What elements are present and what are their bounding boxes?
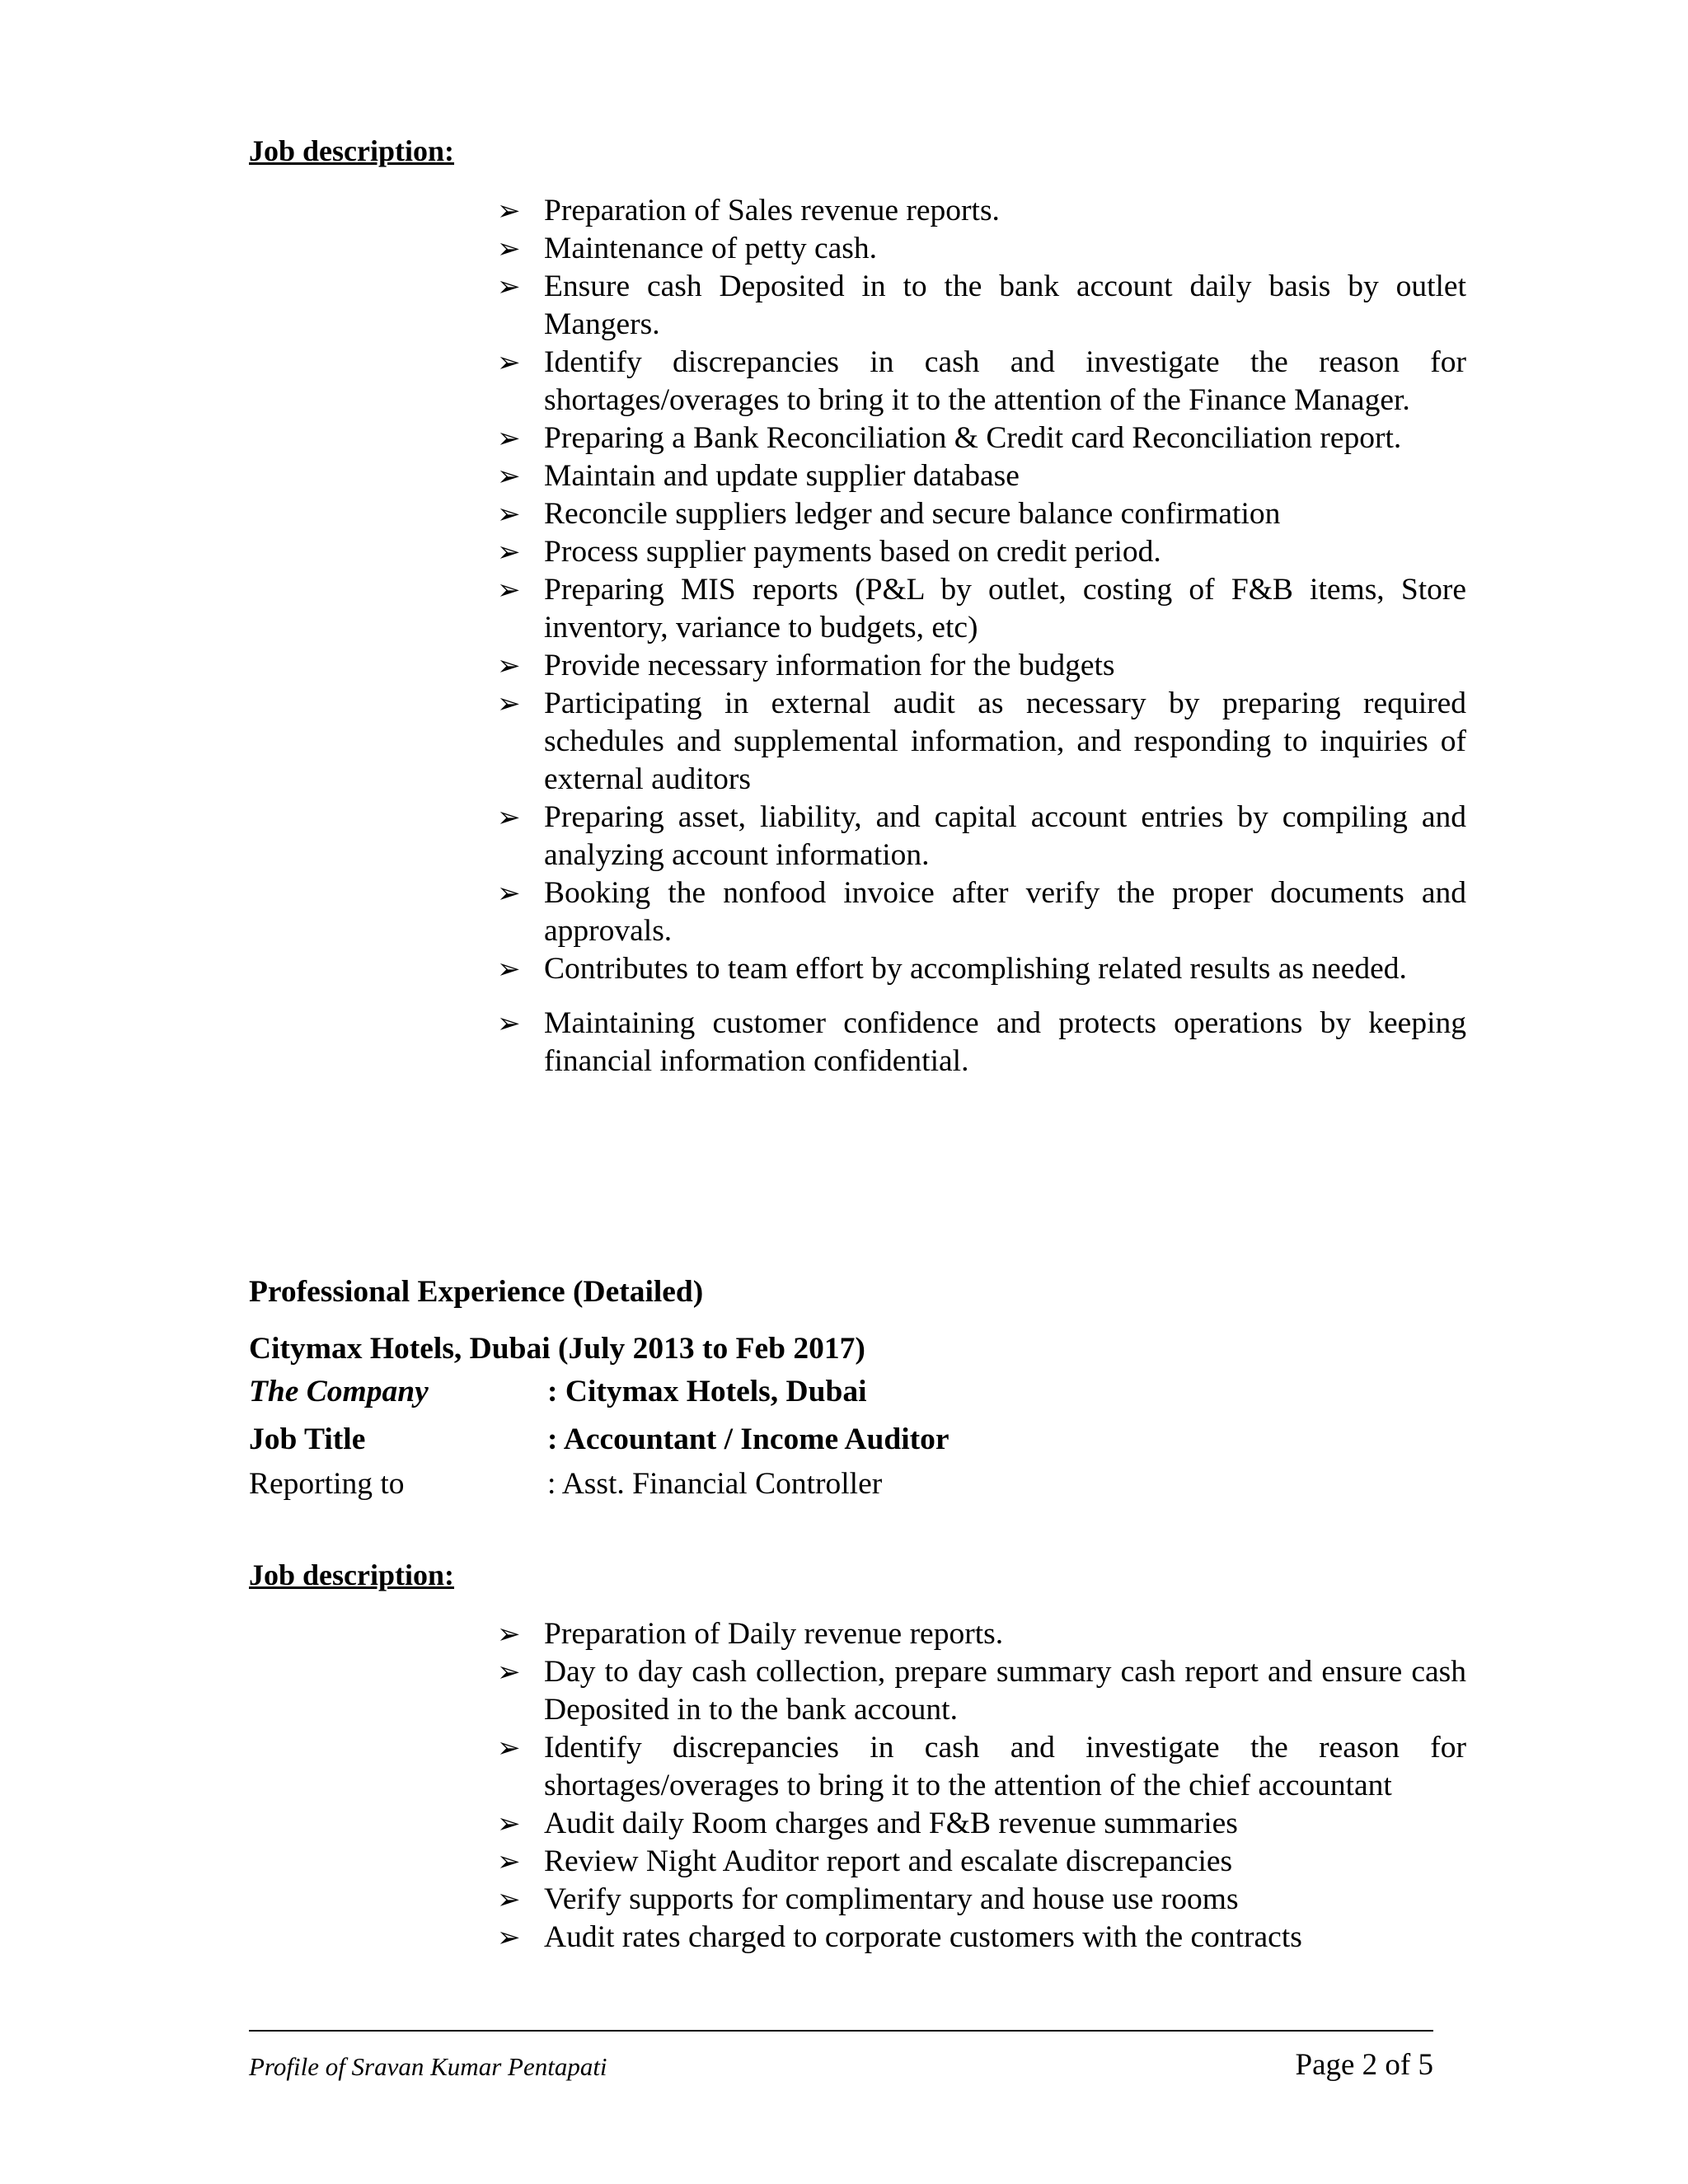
list-item: ➢ Contributes to team effort by accomplishing related results as needed.	[497, 950, 1466, 988]
list-item: ➢ Preparing asset, liability, and capital account entries by compiling and analyzing account information.	[497, 800, 1466, 872]
list-item: ➢ Booking the nonfood invoice after verify the proper documents and approvals.	[497, 876, 1466, 948]
footer-profile-name: Profile of Sravan Kumar Pentapati	[249, 2052, 607, 2081]
list-item: ➢ Preparation of Sales revenue reports.	[497, 192, 1466, 230]
arrow-bullet-icon: ➢	[497, 1845, 521, 1878]
job-title-label: Job Title	[249, 1422, 366, 1456]
list-item: ➢ Identify discrepancies in cash and investigate the reason for shortages/overages to bring it to the attention of the chief accountant	[497, 1731, 1466, 1802]
arrow-bullet-icon: ➢	[497, 1656, 521, 1689]
arrow-bullet-icon: ➢	[497, 422, 521, 455]
list-item: ➢ Ensure cash Deposited in to the bank account daily basis by outlet Mangers.	[497, 269, 1466, 341]
job-title-value: : Accountant / Income Auditor	[547, 1422, 950, 1456]
list-item: ➢ Preparing MIS reports (P&L by outlet, costing of F&B items, Store inventory, variance to budgets, etc)	[497, 573, 1466, 644]
list-item: ➢ Day to day cash collection, prepare summary cash report and ensure cash Deposited in to the bank account.	[497, 1655, 1466, 1727]
arrow-bullet-icon: ➢	[497, 270, 521, 303]
page-number: Page 2 of 5	[1295, 2048, 1433, 2082]
company-label: The Company	[249, 1375, 429, 1408]
arrow-bullet-icon: ➢	[497, 1732, 521, 1765]
list-item: ➢ Audit rates charged to corporate customers with the contracts	[497, 1919, 1466, 1957]
arrow-bullet-icon: ➢	[497, 1921, 521, 1954]
company-value: : Citymax Hotels, Dubai	[547, 1375, 867, 1408]
list-item: ➢ Maintain and update supplier database	[497, 457, 1466, 495]
arrow-bullet-icon: ➢	[497, 232, 521, 265]
list-item: ➢ Reconcile suppliers ledger and secure balance confirmation	[497, 495, 1466, 533]
employer-line: Citymax Hotels, Dubai (July 2013 to Feb 2017)	[249, 1332, 865, 1366]
reporting-label: Reporting to	[249, 1467, 405, 1501]
list-item: ➢ Identify discrepancies in cash and investigate the reason for shortages/overages to bring it to the attention of the Finance Manager.	[497, 345, 1466, 417]
list-item: ➢ Provide necessary information for the budgets	[497, 647, 1466, 685]
arrow-bullet-icon: ➢	[497, 953, 521, 986]
job-description-list-2	[497, 1615, 1466, 1957]
list-item: ➢ Participating in external audit as necessary by preparing required schedules and supplemental information, and responding to inquiries of external auditors	[497, 687, 1466, 796]
arrow-bullet-icon: ➢	[497, 536, 521, 569]
arrow-bullet-icon: ➢	[497, 687, 521, 720]
list-item: ➢ Review Night Auditor report and escalate discrepancies	[497, 1843, 1466, 1881]
arrow-bullet-icon: ➢	[497, 194, 521, 227]
footer-divider	[249, 2030, 1433, 2032]
arrow-bullet-icon: ➢	[497, 877, 521, 910]
arrow-bullet-icon: ➢	[497, 498, 521, 531]
arrow-bullet-icon: ➢	[497, 460, 521, 493]
arrow-bullet-icon: ➢	[497, 574, 521, 607]
job-description-heading-2: Job description:	[249, 1558, 455, 1591]
experience-heading: Professional Experience (Detailed)	[249, 1275, 704, 1309]
arrow-bullet-icon: ➢	[497, 801, 521, 834]
job-description-list	[497, 192, 1466, 1080]
list-item: ➢ Verify supports for complimentary and house use rooms	[497, 1881, 1466, 1919]
list-item: ➢ Preparing a Bank Reconciliation & Credit card Reconciliation report.	[497, 419, 1466, 457]
list-item: ➢ Preparation of Daily revenue reports.	[497, 1615, 1466, 1653]
arrow-bullet-icon: ➢	[497, 649, 521, 682]
list-item: ➢ Audit daily Room charges and F&B revenue summaries	[497, 1805, 1466, 1843]
job-description-heading: Job description:	[249, 134, 455, 167]
arrow-bullet-icon: ➢	[497, 1807, 521, 1840]
reporting-value: : Asst. Financial Controller	[547, 1467, 883, 1501]
list-item: ➢ Maintaining customer confidence and protects operations by keeping financial information confidential.	[497, 1006, 1466, 1078]
list-item: ➢ Maintenance of petty cash.	[497, 230, 1466, 268]
list-item: ➢ Process supplier payments based on credit period.	[497, 533, 1466, 571]
arrow-bullet-icon: ➢	[497, 346, 521, 379]
arrow-bullet-icon: ➢	[497, 1883, 521, 1916]
arrow-bullet-icon: ➢	[497, 1618, 521, 1651]
arrow-bullet-icon: ➢	[497, 1007, 521, 1040]
